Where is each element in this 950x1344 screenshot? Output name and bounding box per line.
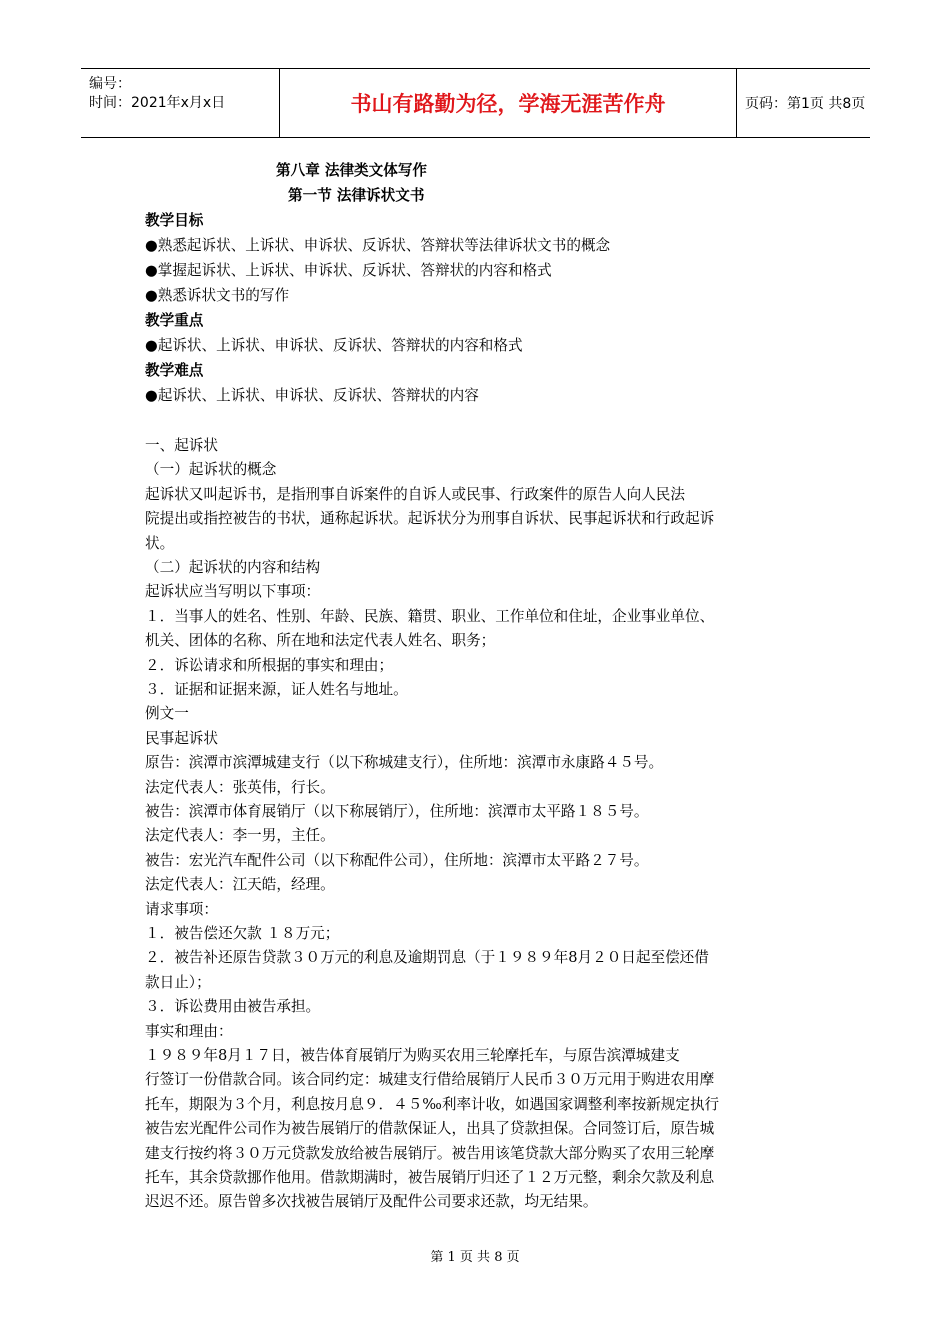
body-line: 法定代表人：李一男，主任。 xyxy=(145,827,335,845)
body-line: 起诉状又叫起诉书，是指刑事自诉案件的自诉人或民事、行政案件的原告人向人民法 xyxy=(145,485,685,503)
body-line: （二）起诉状的内容和结构 xyxy=(145,559,321,576)
body-line: 一、起诉状 xyxy=(145,437,218,454)
body-line: 状。 xyxy=(145,534,175,552)
key-point-item: ●起诉状、上诉状、申诉状、反诉状、答辩状的内容和格式 xyxy=(145,337,523,354)
goals-heading: 教学目标 xyxy=(145,212,204,229)
body-line: 机关、团体的名称、所在地和法定代表人姓名、职务； xyxy=(145,632,496,650)
key-points-heading: 教学重点 xyxy=(145,312,204,329)
body-line: 托车，其余贷款挪作他用。借款期满时，被告展销厅归还了１２万元整，剩余欠款及利息 xyxy=(145,1169,715,1186)
header-code: 编号： xyxy=(89,76,131,92)
body-line: 行签订一份借款合同。该合同约定：城建支行借给展销厅人民币３０万元用于购进农用摩 xyxy=(145,1071,715,1089)
body-line: １９８９年8月１７日，被告体育展销厅为购买农用三轮摩托车，与原告滨潭城建支 xyxy=(145,1047,680,1064)
body-line: ２．诉讼请求和所根据的事实和理由； xyxy=(145,656,394,674)
body-line: ２．被告补还原告贷款３０万元的利息及逾期罚息（于１９８９年8月２０日起至偿还借 xyxy=(145,949,709,967)
body-line: １．当事人的姓名、性别、年龄、民族、籍贯、职业、工作单位和住址，企业事业单位、 xyxy=(145,607,715,625)
body-line: ３．证据和证据来源，证人姓名与地址。 xyxy=(145,681,408,698)
body-line: 法定代表人：江天皓，经理。 xyxy=(145,876,335,894)
header-page-info: 页码：第1页 共8页 xyxy=(745,96,866,112)
body-line: 托车，期限为３个月，利息按月息９．４５‰利率计收，如遇国家调整利率按新规定执行 xyxy=(145,1095,720,1113)
goal-item: ●掌握起诉状、上诉状、申诉状、反诉状、答辩状的内容和格式 xyxy=(145,262,552,279)
header-motto-cell xyxy=(279,69,737,137)
body-line: 被告宏光配件公司作为被告展销厅的借款保证人，出具了贷款担保。合同签订后，原告城 xyxy=(145,1120,715,1138)
difficulties-heading: 教学难点 xyxy=(145,362,204,379)
page-footer: 第 1 页 共 8 页 xyxy=(430,1250,520,1265)
body-line: 原告：滨潭市滨潭城建支行（以下称城建支行），住所地：滨潭市永康路４５号。 xyxy=(145,754,664,772)
difficulty-item: ●起诉状、上诉状、申诉状、反诉状、答辩状的内容 xyxy=(145,387,479,404)
body-line: 院提出或指控被告的书状，通称起诉状。起诉状分为刑事自诉状、民事起诉状和行政起诉 xyxy=(145,510,715,528)
body-line: 建支行按约将３０万元贷款发放给被告展销厅。被告用该笔贷款大部分购买了农用三轮摩 xyxy=(145,1144,715,1162)
body-line: 例文一 xyxy=(145,705,189,723)
chapter-title: 第八章 法律类文体写作 xyxy=(276,162,428,179)
header-time: 时间：2021年x月x日 xyxy=(89,95,226,111)
body-line: 请求事项： xyxy=(145,900,218,918)
header-meta xyxy=(81,69,278,137)
body-line: （一）起诉状的概念 xyxy=(145,461,277,479)
goal-item: ●熟悉起诉状、上诉状、申诉状、反诉状、答辩状等法律诉状文书的概念 xyxy=(145,237,611,254)
header-motto: 书山有路勤为径，学海无涯苦作舟 xyxy=(350,92,666,116)
section-title: 第一节 法律诉状文书 xyxy=(288,187,425,204)
body-line: ３．诉讼费用由被告承担。 xyxy=(145,998,321,1016)
body-line: 法定代表人：张英伟，行长。 xyxy=(145,778,335,796)
body-line: 被告：滨潭市体育展销厅（以下称展销厅），住所地：滨潭市太平路１８５号。 xyxy=(145,803,649,820)
body-line: 款日止）； xyxy=(145,973,211,991)
body-line: 民事起诉状 xyxy=(145,729,218,747)
goal-item: ●熟悉诉状文书的写作 xyxy=(145,287,290,304)
body-line: 事实和理由： xyxy=(145,1022,233,1040)
body-line: 迟迟不还。原告曾多次找被告展销厅及配件公司要求还款，均无结果。 xyxy=(145,1193,598,1211)
body-line: 起诉状应当写明以下事项： xyxy=(145,583,321,601)
page-header xyxy=(81,68,870,138)
body-line: １．被告偿还欠款 １８万元； xyxy=(145,925,340,942)
body-line: 被告：宏光汽车配件公司（以下称配件公司），住所地：滨潭市太平路２７号。 xyxy=(145,851,649,869)
